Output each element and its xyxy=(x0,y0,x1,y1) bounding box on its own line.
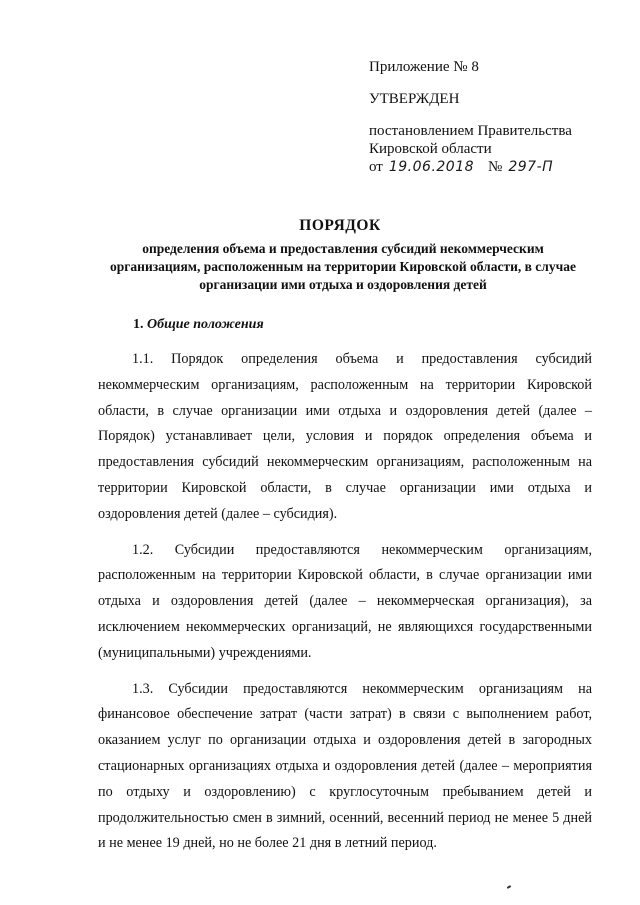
approved-label: УТВЕРЖДЕН xyxy=(369,91,460,107)
appendix-label: Приложение № 8 xyxy=(369,59,479,75)
handwritten-date: 19.06.2018 xyxy=(388,159,475,175)
number-prefix: № xyxy=(488,159,503,175)
document-body xyxy=(98,347,592,867)
approval-block xyxy=(369,58,619,176)
approved-by-line-2: Кировской области xyxy=(369,141,492,157)
section-title: Общие положения xyxy=(147,317,264,332)
paragraph: 1.1. Порядок определения объема и предоставления субсидий некоммерческим организациям, расположенным на территории Кировской области, в случае организации ими отдыха и оздоровления детей (далее – Порядок) устанавливает цели, условия и порядок определения объема и предоставления субсидий некоммерческим организациям, расположенным на территории Кировской области, в случае организации ими отдыха и оздоровления детей (далее – субсидия). xyxy=(98,351,592,522)
paragraph: 1.2. Субсидии предоставляются некоммерческим организациям, расположенным на территории Кировской области, в случае организации ими отдыха и оздоровления детей (далее – некоммерческая организация), за исключением некоммерческих организаций, не являющихся государственными (муниципальными) учреждениями. xyxy=(98,541,592,661)
handwritten-number: 297-П xyxy=(508,159,554,175)
section-number: 1. xyxy=(133,317,144,332)
document-subtitle: определения объема и предоставления субсидий некоммерческим организациям, расположенным на территории Кировской области, в случае организации ими отдыха и оздоровления детей xyxy=(110,241,576,292)
paragraph: 1.3. Субсидии предоставляются некоммерческим организациям на финансовое обеспечение затрат (части затрат) в связи с выполнением работ, оказанием услуг по организации отдыха и оздоровления детей в загородных стационарных организациях отдыха и оздоровления детей (далее – мероприятия по отдыху и оздоровлению) с круглосуточным пребыванием детей и продолжительностью смен в зимний, осенний, весенний период не менее 5 дней и не менее 19 дней, но не более 21 дня в летний период. xyxy=(98,680,592,852)
document-title: ПОРЯДОК xyxy=(299,217,381,234)
scan-mark xyxy=(507,885,511,889)
section-heading xyxy=(133,317,264,333)
date-number-line xyxy=(369,158,619,176)
approved-by-line-1: постановлением Правительства xyxy=(369,123,572,139)
date-prefix: от xyxy=(369,159,383,175)
